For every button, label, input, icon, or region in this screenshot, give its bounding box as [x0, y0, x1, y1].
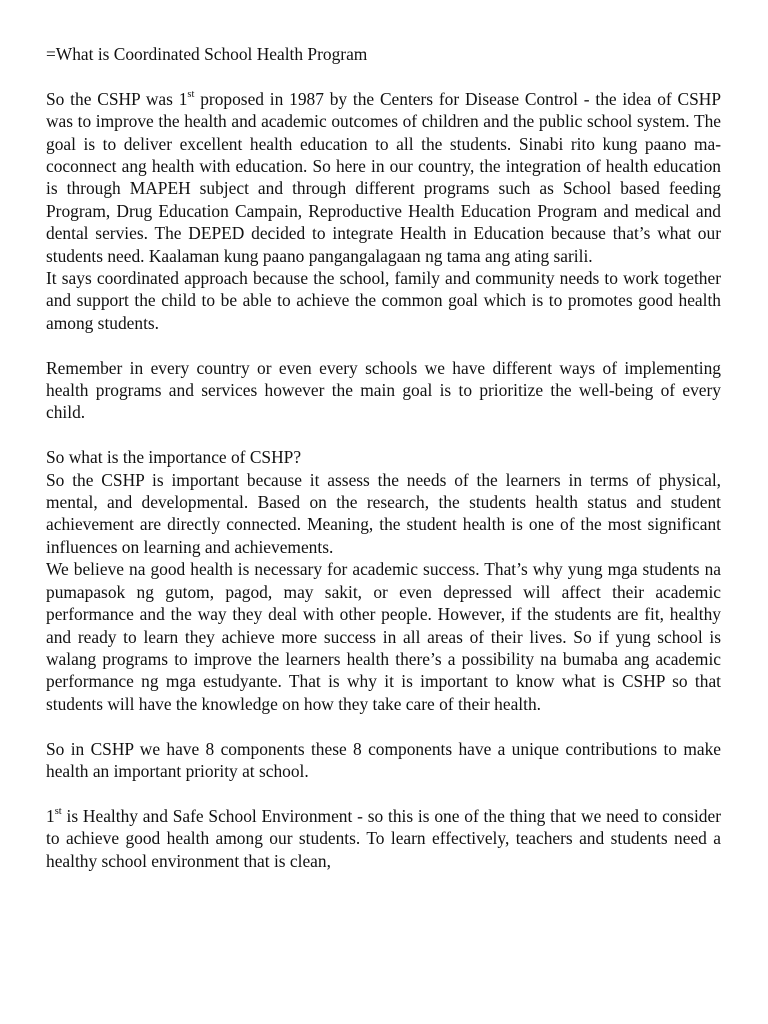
paragraph-importance-question: So what is the importance of CSHP? [46, 447, 302, 468]
paragraph-text: So the CSHP was 1 [46, 88, 188, 109]
paragraph-spacer [46, 782, 721, 804]
paragraph-coordinated-approach: It says coordinated approach because the school, family and community needs to work together and support the child to be able to achieve the common goal which is to promotes good health among students. [46, 268, 721, 333]
paragraph-spacer [46, 334, 721, 356]
ordinal-suffix: st [54, 805, 62, 817]
paragraph-first-component [46, 805, 721, 872]
paragraph-main-goal: Remember in every country or even every schools we have different ways of implementing health programs and services however the main goal is to prioritize the well-being of every child. [46, 357, 721, 423]
paragraph-importance: So the CSHP is important because it assess the needs of the learners in terms of physical, mental, and developmental. Based on the research, the students health status and student achievement are directly connected. Meaning, the student health is one of the most significant influences on learning and achievements. [46, 469, 721, 557]
paragraph-spacer [46, 65, 721, 87]
paragraph-text: proposed in 1987 by the Centers for Disease Control - the idea of CSHP was to improve the health and academic outcomes of children and the public school system. The goal is to deliver excellent health education to all the students. Sinabi rito kung paano ma-coconnect ang health with education. So here in our country, the integration of health education is through MAPEH subject and through different programs such as School based feeding Program, Drug Education Campain, Reproductive Health Education Program and medical and dental servies. The DEPED decided to integrate Health in Education because that’s what our students need. Kaalaman kung paano pangangalagaan ng tama ang ating sarili. [46, 88, 721, 266]
paragraph-spacer [46, 715, 721, 737]
paragraph-good-health: We believe na good health is necessary for academic success. That’s why yung mga students na pumapasok ng gutom, pagod, may sakit, or even depressed will affect their academic performance and the way they deal with other people. However, if the students are fit, healthy and ready to learn they achieve more success in all areas of their lives. So if yung school is walang programs to improve the learners health there’s a possibility na bumaba ang academic performance ng mga estudyante. That is why it is important to know what is CSHP so that students will have the knowledge on how they take care of their health. [46, 559, 721, 714]
paragraph-components: So in CSHP we have 8 components these 8 components have a unique contributions to make health an important priority at school. [46, 738, 721, 781]
paragraph-spacer [46, 424, 721, 446]
ordinal-suffix: st [187, 88, 195, 100]
paragraph-text: 1 [46, 805, 55, 826]
paragraph-text: is Healthy and Safe School Environment - so this is one of the thing that we need to consider to achieve good health among our students. To learn effectively, teachers and students need a healthy school environment that is clean, [46, 805, 721, 871]
document-heading: =What is Coordinated School Health Program [46, 44, 368, 64]
document-page [46, 43, 721, 872]
paragraph-cshp-origin [46, 88, 721, 267]
